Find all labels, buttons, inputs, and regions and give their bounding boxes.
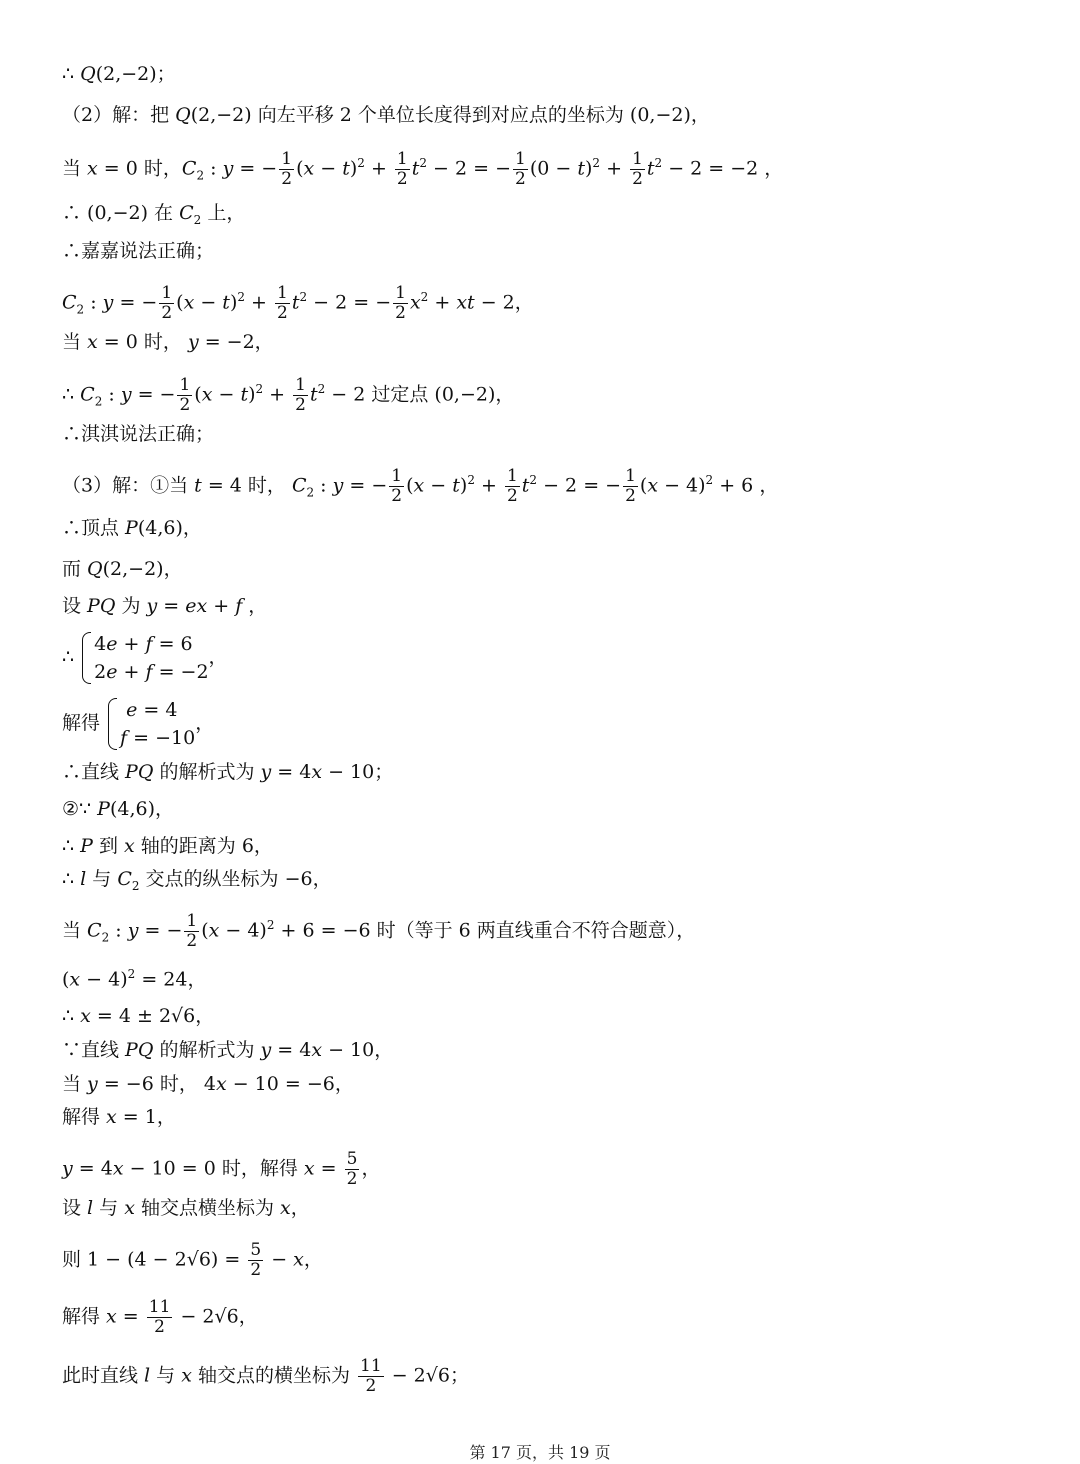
solution-line: $C_2$ : y = − $\frac{1}{2}$ $(x - t)^2$ + $\frac{1}{2}$ $t^2 - 2$ = − $\frac{1}{2}$ $x^2$ + xt − 2， [62,283,534,323]
solution-line: ∴ 4e + f = 6 2e + f = −2 ， [62,630,228,686]
solution-line: ∴顶点 P(4,6)， [62,517,202,539]
solution-line: ∴直线 PQ 的解析式为 y = 4x − 10； [62,761,394,783]
solution-line: ∴ l 与 $C_2$ 交点的纵坐标为 −6， [62,868,332,893]
solution-line: （3）解：①当 t = 4 时， $C_2$ : y = − $\frac{1}{2}$ $(x - t)^2$ + $\frac{1}{2}$ $t^2 - 2$ = − $\frac{1}{2}$ $(x - 4)^2 + 6$ ， [62,466,779,506]
solution-line: 解得 x = 1， [62,1106,176,1128]
solution-line: ∴ P 到 x 轴的距离为 6， [62,835,273,857]
solution-line: 解得 e = 4 f = −10 ， [62,696,214,752]
page-footer: 第 17 页，共 19 页 [469,1443,611,1462]
solution-line: ∴ x = 4 ± 2√6， [62,1005,215,1027]
solution-line: ∴ (0,−2) 在 $C_2$ 上， [62,202,246,227]
solution-line: ∴淇淇说法正确； [62,423,215,445]
solution-line: （2）解：把 Q(2,−2) 向左平移 2 个单位长度得到对应点的坐标为 (0,−2)， [62,104,710,126]
solution-line: ∴嘉嘉说法正确； [62,240,215,262]
solution-line: 解得 x = $\frac{11}{2}$ − 2√6， [62,1297,258,1337]
solution-line: 当 x = 0 时，$C_2$ : y = − $\frac{1}{2}$ $(x - t)^2$ + $\frac{1}{2}$ $t^2 - 2$ = − $\frac{1}{2}$ $(0 - t)^2$ + $\frac{1}{2}$ $t^2 - 2 = -2$ ， [62,149,784,189]
solution-line: ∴ $C_2$ : y = − $\frac{1}{2}$ $(x - t)^2$ + $\frac{1}{2}$ $t^2 - 2$ 过定点 (0,−2)， [62,375,515,415]
equation-system: e = 4 f = −10 [106,696,195,752]
solution-line: y = 4x − 10 = 0 时，解得 x = $\frac{5}{2}$ ， [62,1149,381,1189]
solution-line: 此时直线 l 与 x 轴交点的横坐标为 $\frac{11}{2}$ − 2√6； [62,1356,469,1396]
equation-system: 4e + f = 6 2e + f = −2 [80,630,208,686]
solution-line: ②∵ P(4,6)， [62,798,175,820]
solution-line: 而 Q(2,−2)， [62,558,183,580]
solution-line: 当 y = −6 时， 4x − 10 = −6， [62,1073,354,1095]
solution-line: 当 x = 0 时， y = −2， [62,331,274,353]
solution-line: $(x - 4)^2 = 24$， [62,967,207,991]
solution-line: 则 1 − (4 − 2√6) = $\frac{5}{2}$ − x， [62,1240,323,1280]
solution-line: ∴ Q(2,−2)； [62,63,176,85]
solution-line: 设 PQ 为 y = ex + f ， [62,595,268,617]
solution-line: ∵直线 PQ 的解析式为 y = 4x − 10， [62,1039,394,1061]
solution-line: 设 l 与 x 轴交点横坐标为 x， [62,1197,310,1219]
solution-line: 当 $C_2$ : y = − $\frac{1}{2}$ $(x - 4)^2 + 6 = -6$ 时（等于 6 两直线重合不符合题意）， [62,911,696,951]
